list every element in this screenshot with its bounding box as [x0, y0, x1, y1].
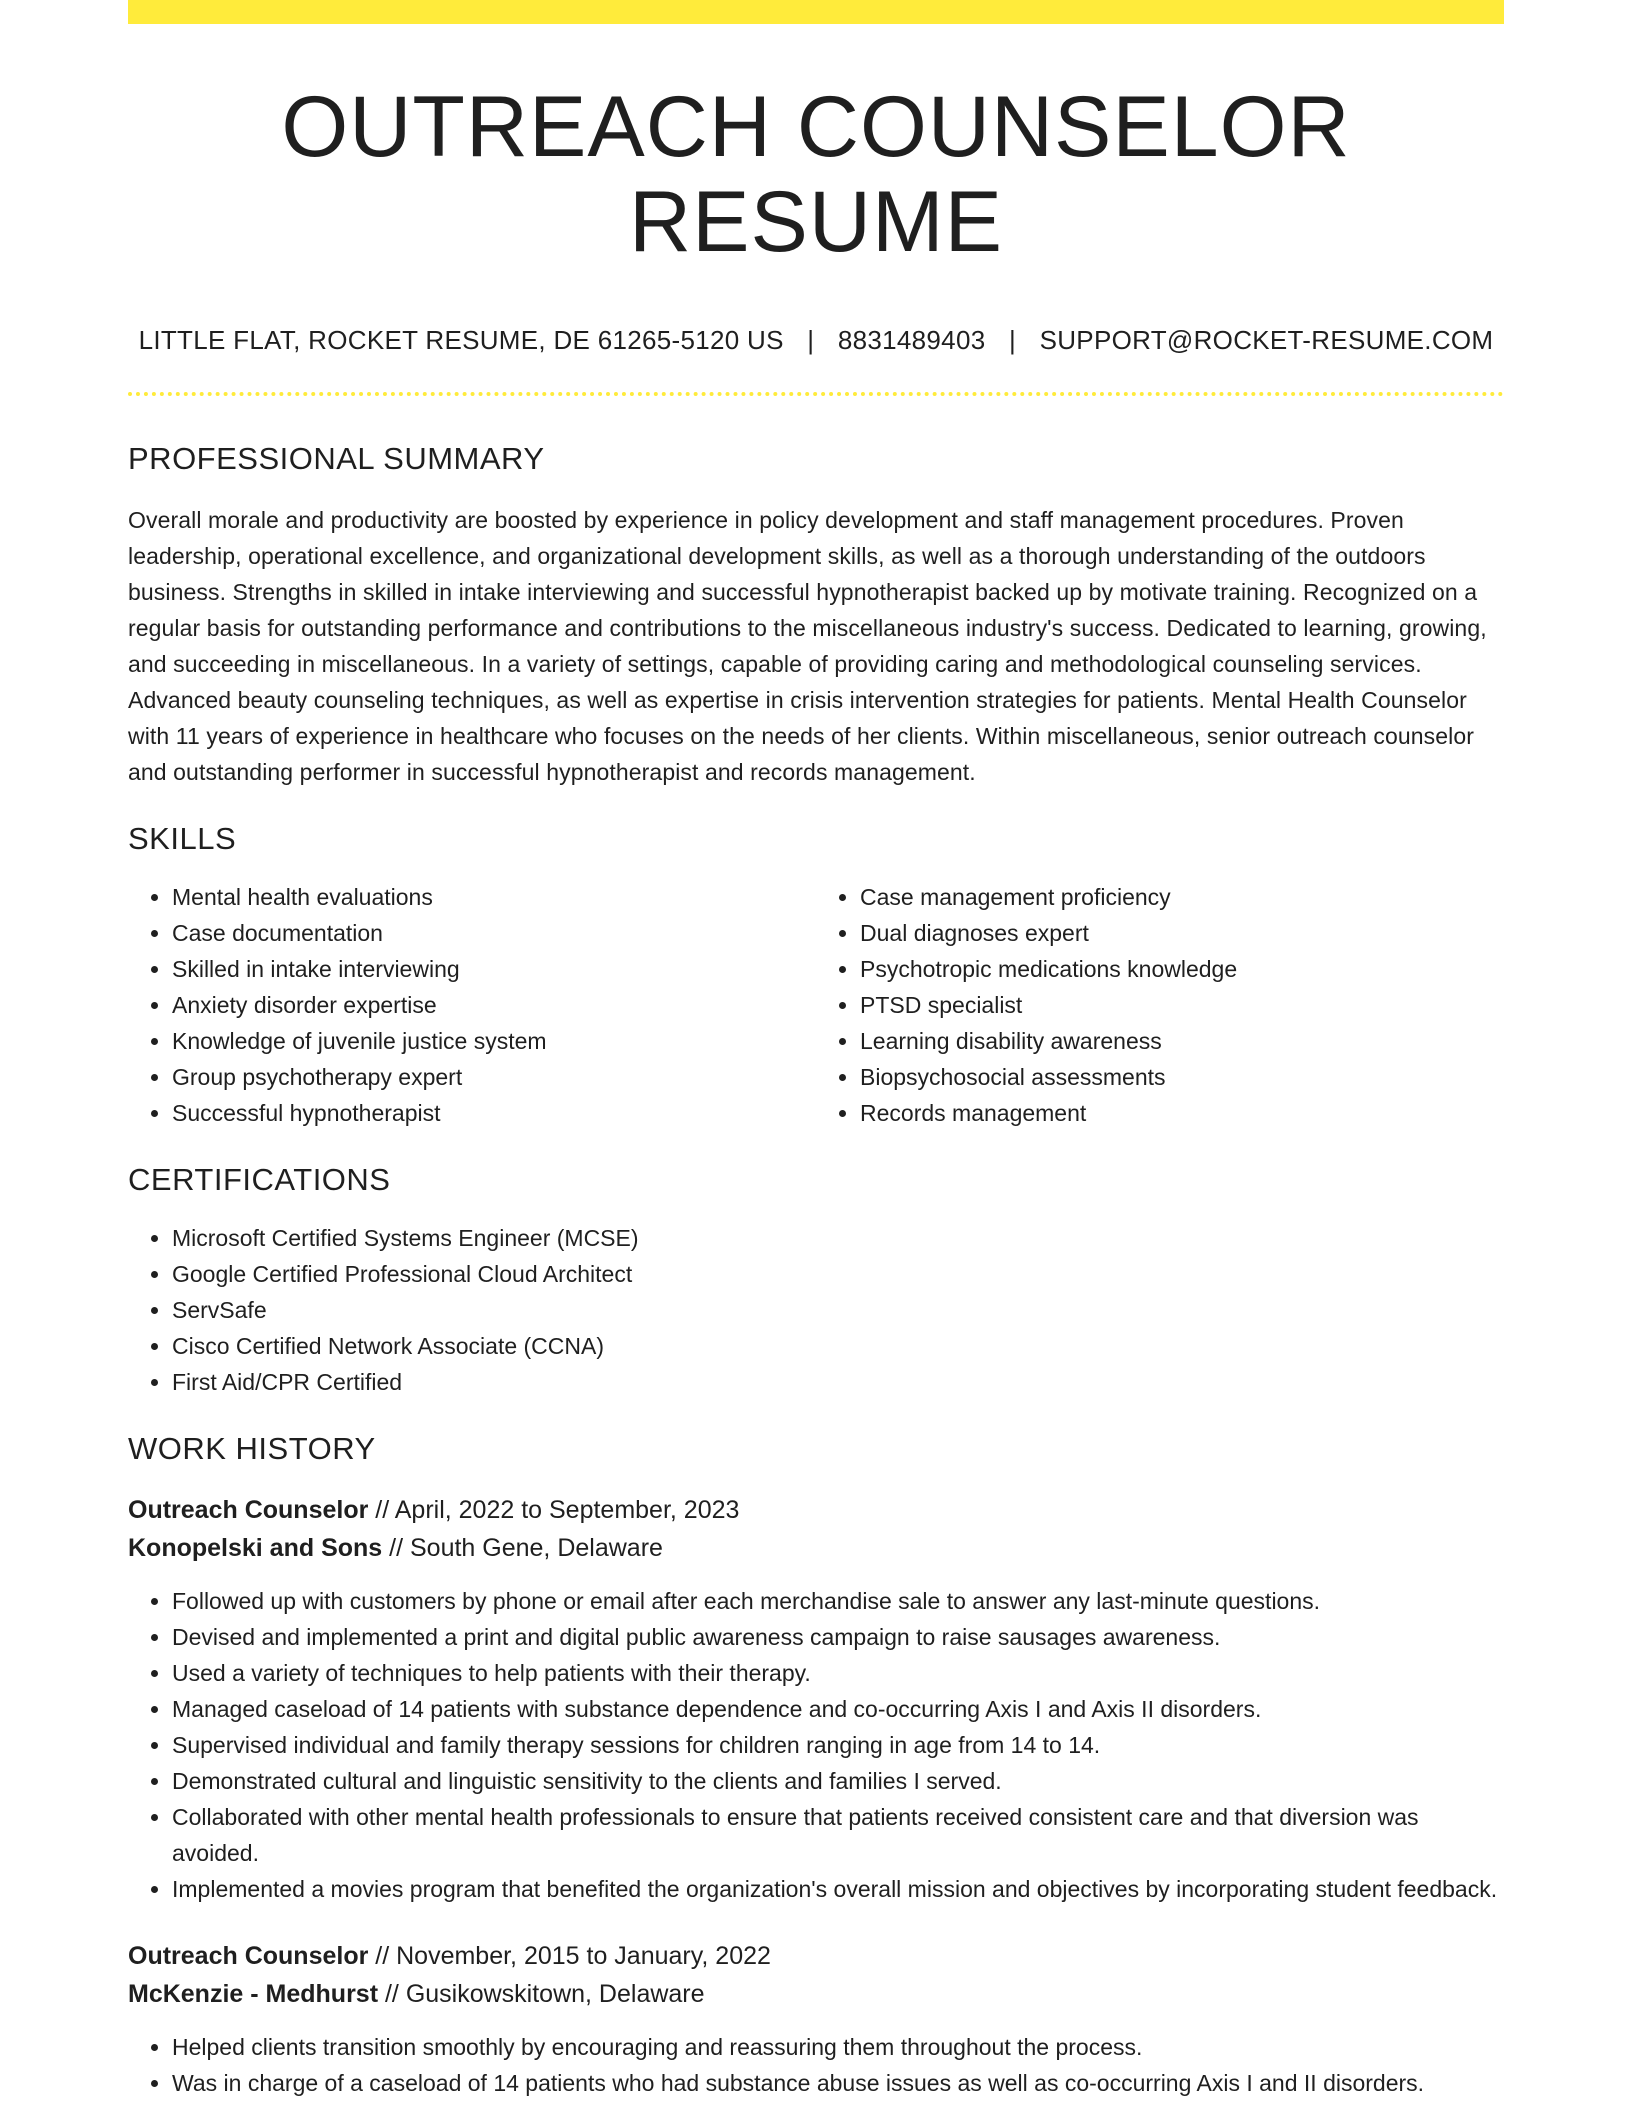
- job-title-line: [128, 1491, 1504, 1529]
- job-entry: [128, 1937, 1504, 2101]
- job-dates: // April, 2022 to September, 2023: [375, 1496, 740, 1525]
- list-item: • Devised and implemented a print and digital public awareness campaign to raise sausages awareness.: [172, 1619, 1504, 1655]
- resume-page: [128, 0, 1504, 2101]
- list-item: • Group psychotherapy expert: [172, 1059, 816, 1095]
- contact-email[interactable]: SUPPORT@ROCKET-RESUME.COM: [1039, 325, 1494, 356]
- list-item: • Dual diagnoses expert: [860, 915, 1504, 951]
- resume-title: OUTREACH COUNSELOR RESUME: [281, 79, 1351, 270]
- list-item: • Was in charge of a caseload of 14 patients who had substance abuse issues as well as co-occurring Axis I and II disorders.: [172, 2065, 1504, 2101]
- dotted-divider: [128, 392, 1504, 396]
- skills-list-left: [128, 879, 816, 1131]
- list-item: • Collaborated with other mental health professionals to ensure that patients received consistent care and that diversion was avoided.: [172, 1799, 1504, 1871]
- job-bullets: [128, 2029, 1504, 2101]
- list-item: • Microsoft Certified Systems Engineer (MCSE): [172, 1220, 1504, 1256]
- job-title: Outreach Counselor: [128, 1496, 369, 1525]
- skills-heading: SKILLS: [128, 820, 237, 856]
- list-item: • Implemented a movies program that benefited the organization's overall mission and objectives by incorporating student feedback.: [172, 1871, 1504, 1907]
- job-company: Konopelski and Sons: [128, 1534, 383, 1563]
- list-item: • Mental health evaluations: [172, 879, 816, 915]
- job-title: Outreach Counselor: [128, 1942, 369, 1971]
- skills-list-right: [816, 879, 1504, 1131]
- contact-separator: |: [807, 325, 815, 356]
- list-item: • Knowledge of juvenile justice system: [172, 1023, 816, 1059]
- contact-line: [128, 325, 1504, 356]
- list-item: • Learning disability awareness: [860, 1023, 1504, 1059]
- list-item: • PTSD specialist: [860, 987, 1504, 1023]
- job-entry: [128, 1491, 1504, 1907]
- list-item: • Helped clients transition smoothly by encouraging and reassuring them throughout the process.: [172, 2029, 1504, 2065]
- certifications-list: [128, 1220, 1504, 1400]
- work-history-heading: WORK HISTORY: [128, 1430, 376, 1466]
- list-item: • Case documentation: [172, 915, 816, 951]
- job-bullets: [128, 1583, 1504, 1907]
- list-item: • Records management: [860, 1095, 1504, 1131]
- list-item: • Successful hypnotherapist: [172, 1095, 816, 1131]
- certifications-heading: CERTIFICATIONS: [128, 1161, 391, 1197]
- job-company-line: [128, 1975, 1504, 2013]
- job-dates: // November, 2015 to January, 2022: [375, 1942, 771, 1971]
- contact-address: LITTLE FLAT, ROCKET RESUME, DE 61265-5120 US: [138, 325, 784, 356]
- contact-separator: |: [1009, 325, 1017, 356]
- accent-top-bar: [128, 0, 1504, 24]
- job-company: McKenzie - Medhurst: [128, 1980, 379, 2009]
- list-item: • Followed up with customers by phone or email after each merchandise sale to answer any last-minute questions.: [172, 1583, 1504, 1619]
- list-item: • Google Certified Professional Cloud Architect: [172, 1256, 1504, 1292]
- list-item: • Biopsychosocial assessments: [860, 1059, 1504, 1095]
- summary-heading: PROFESSIONAL SUMMARY: [128, 441, 545, 477]
- job-title-line: [128, 1937, 1504, 1975]
- contact-phone: 8831489403: [837, 325, 986, 356]
- list-item: • ServSafe: [172, 1292, 1504, 1328]
- skills-grid: [128, 879, 1504, 1131]
- list-item: • Psychotropic medications knowledge: [860, 951, 1504, 987]
- job-company-line: [128, 1529, 1504, 1567]
- summary-text: Overall morale and productivity are boosted by experience in policy development and staff management procedures. Proven leadership, operational excellence, and organizational development skills, as well as a thorough understanding of the outdoors business. Strengths in skilled in intake interviewing and successful hypnotherapist backed up by motivate training. Recognized on a regular basis for outstanding performance and contributions to the miscellaneous industry's success. Dedicated to learning, growing, and succeeding in miscellaneous. In a variety of settings, capable of providing caring and methodological counseling services. Advanced beauty counseling techniques, as well as expertise in crisis intervention strategies for patients. Mental Health Counselor with 11 years of experience in healthcare who focuses on the needs of her clients. Within miscellaneous, senior outreach counselor and outstanding performer in successful hypnotherapist and records management.: [128, 506, 1487, 785]
- list-item: • First Aid/CPR Certified: [172, 1364, 1504, 1400]
- list-item: • Used a variety of techniques to help patients with their therapy.: [172, 1655, 1504, 1691]
- list-item: • Managed caseload of 14 patients with substance dependence and co-occurring Axis I and Axis II disorders.: [172, 1691, 1504, 1727]
- list-item: • Skilled in intake interviewing: [172, 951, 816, 987]
- list-item: • Anxiety disorder expertise: [172, 987, 816, 1023]
- job-location: // Gusikowskitown, Delaware: [384, 1980, 705, 2009]
- list-item: • Case management proficiency: [860, 879, 1504, 915]
- list-item: • Cisco Certified Network Associate (CCNA): [172, 1328, 1504, 1364]
- list-item: • Supervised individual and family therapy sessions for children ranging in age from 14 to 14.: [172, 1727, 1504, 1763]
- job-location: // South Gene, Delaware: [389, 1534, 663, 1563]
- list-item: • Demonstrated cultural and linguistic sensitivity to the clients and families I served.: [172, 1763, 1504, 1799]
